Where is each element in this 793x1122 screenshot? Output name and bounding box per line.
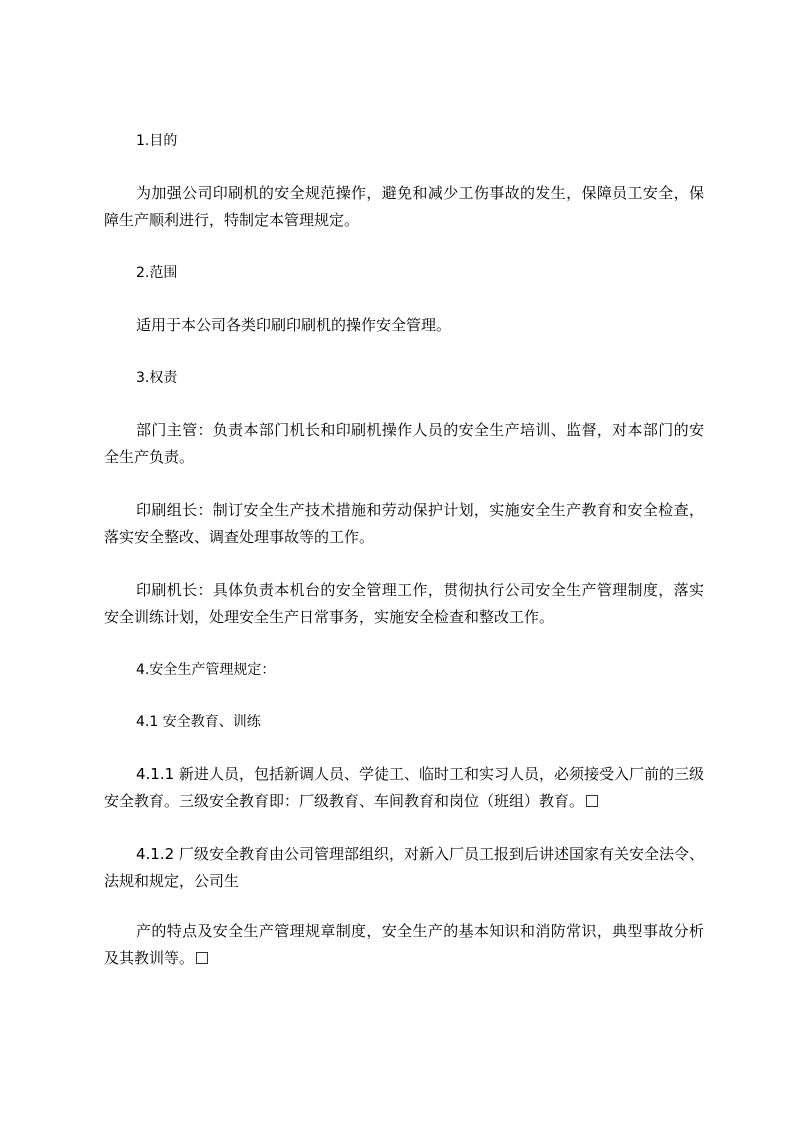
section-2-paragraph: 适用于本公司各类印刷印刷机的操作安全管理。 — [136, 316, 452, 334]
section-4-1-heading: 4.1 安全教育、训练 — [136, 714, 261, 730]
section-3-heading: 3.权责 — [136, 370, 178, 386]
clause-4-1-2-continued-paragraph — [104, 918, 704, 972]
section-3-print-leader-paragraph: 印刷组长：制订安全生产技术措施和劳动保护计划，实施安全生产教育和安全检查，落实安全整改、调查处理事故等的工作。 — [104, 501, 704, 546]
checkbox-glyph-icon — [196, 952, 208, 964]
section-2-heading: 2.范围 — [136, 265, 178, 281]
clause-4-1-2-paragraph: 4.1.2 厂级安全教育由公司管理部组织，对新入厂员工报到后讲述国家有关安全法令、法规和规定，公司生 — [104, 845, 704, 890]
clause-4-1-1-text: 4.1.1 新进人员，包括新调人员、学徒工、临时工和实习人员，必须接受入厂前的三级安全教育。三级安全教育即：厂级教育、车间教育和岗位（班组）教育。 — [104, 765, 704, 810]
section-1-heading: 1.目的 — [136, 133, 178, 149]
section-4-heading: 4.安全生产管理规定： — [136, 662, 276, 678]
section-1-paragraph: 为加强公司印刷机的安全规范操作，避免和减少工伤事故的发生，保障员工安全，保障生产顺利进行，特制定本管理规定。 — [104, 184, 704, 229]
section-3-dept-manager-paragraph: 部门主管：负责本部门机长和印刷机操作人员的安全生产培训、监督，对本部门的安全生产负责。 — [104, 421, 704, 466]
clause-4-1-1-paragraph — [104, 761, 704, 815]
document-body — [104, 128, 704, 998]
checkbox-glyph-icon — [586, 795, 598, 807]
clause-4-1-2-continued-text: 产的特点及安全生产管理规章制度，安全生产的基本知识和消防常识，典型事故分析及其教训等。 — [104, 922, 704, 967]
section-3-machine-captain-paragraph: 印刷机长：具体负责本机台的安全管理工作，贯彻执行公司安全生产管理制度，落实安全训练计划，处理安全生产日常事务，实施安全检查和整改工作。 — [104, 581, 704, 626]
